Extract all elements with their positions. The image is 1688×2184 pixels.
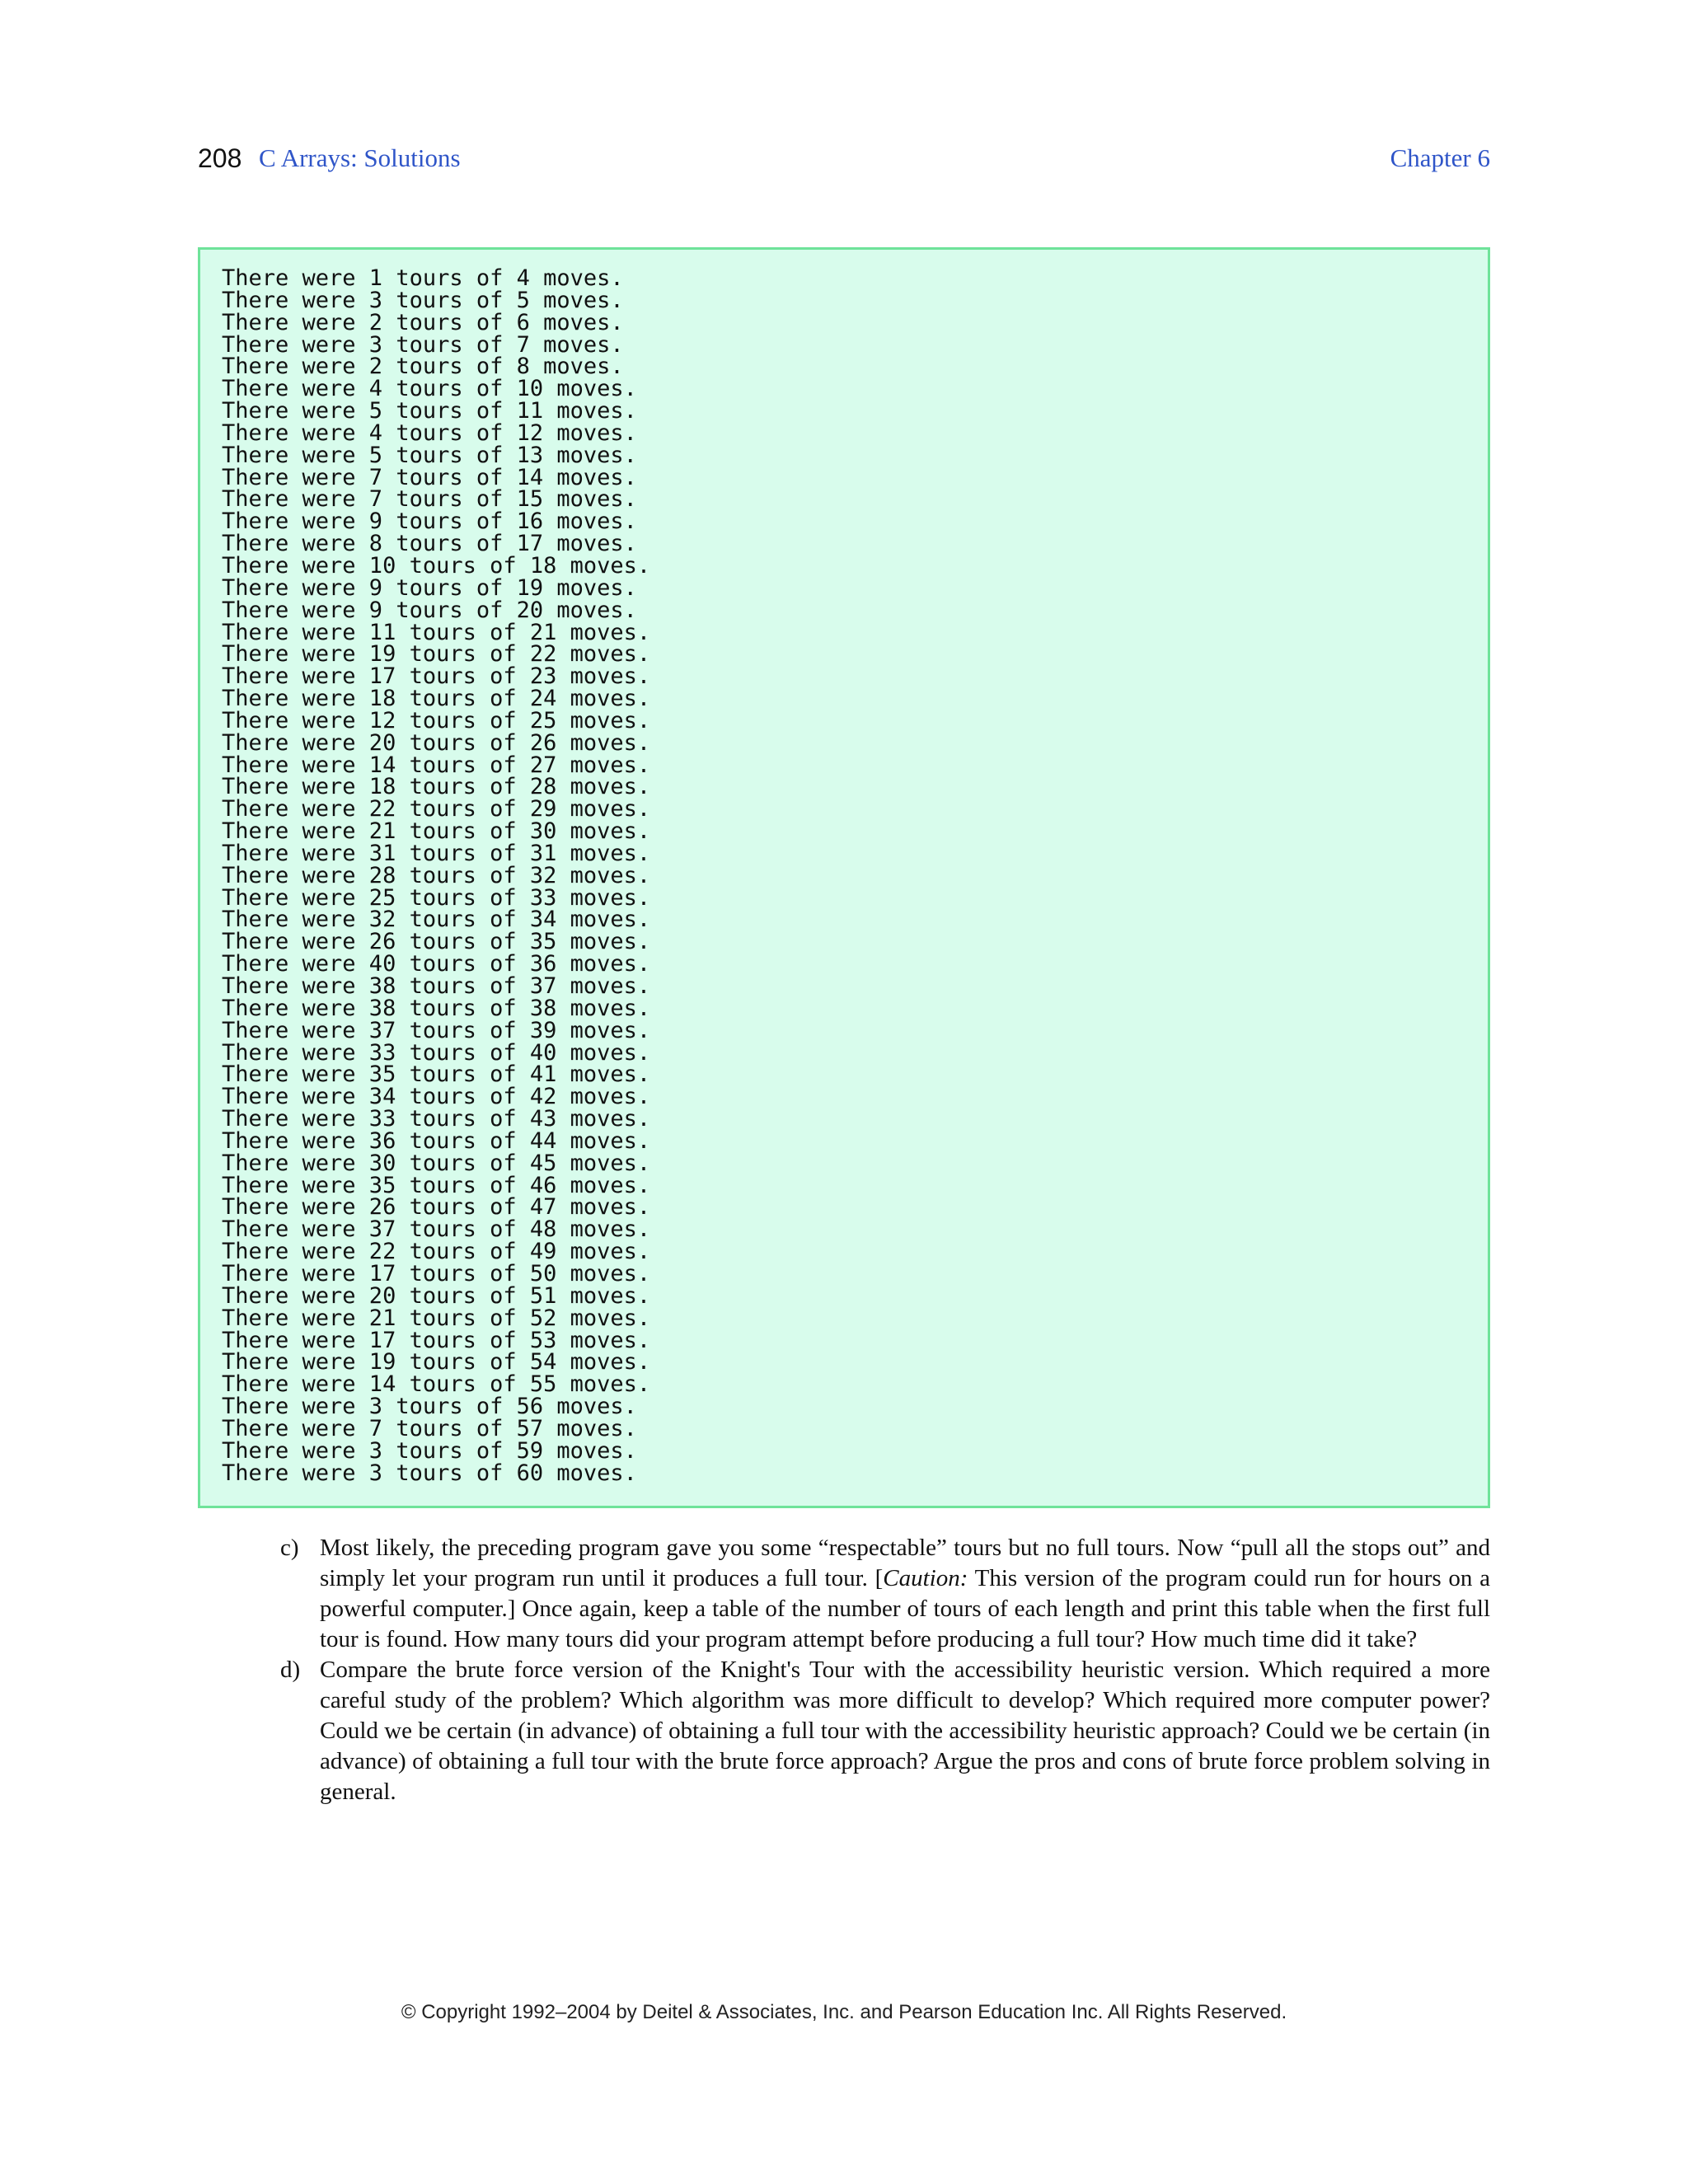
output-line: There were 22 tours of 29 moves. bbox=[222, 796, 651, 823]
output-line: There were 22 tours of 49 moves. bbox=[222, 1239, 651, 1265]
output-line: There were 2 tours of 8 moves. bbox=[222, 354, 624, 380]
page-number: 208 bbox=[198, 143, 242, 173]
output-line: There were 20 tours of 26 moves. bbox=[222, 729, 651, 756]
output-line: There were 40 tours of 36 moves. bbox=[222, 951, 651, 977]
output-line: There were 33 tours of 43 moves. bbox=[222, 1106, 651, 1132]
program-output-box bbox=[198, 247, 1490, 1508]
output-line: There were 26 tours of 47 moves. bbox=[222, 1194, 651, 1221]
output-line: There were 33 tours of 40 moves. bbox=[222, 1039, 651, 1066]
output-line: There were 8 tours of 17 moves. bbox=[222, 531, 637, 557]
part-letter: d) bbox=[280, 1657, 301, 1683]
output-line: There were 37 tours of 48 moves. bbox=[222, 1216, 651, 1243]
output-line: There were 5 tours of 11 moves. bbox=[222, 398, 637, 424]
output-line: There were 38 tours of 37 moves. bbox=[222, 973, 651, 999]
output-line: There were 21 tours of 52 moves. bbox=[222, 1305, 651, 1331]
output-line: There were 36 tours of 44 moves. bbox=[222, 1127, 651, 1154]
output-line: There were 11 tours of 21 moves. bbox=[222, 619, 651, 645]
output-line: There were 4 tours of 10 moves. bbox=[222, 376, 637, 402]
output-line: There were 14 tours of 55 moves. bbox=[222, 1371, 651, 1398]
output-line: There were 17 tours of 23 moves. bbox=[222, 663, 651, 690]
exercise-part-c bbox=[280, 1533, 1490, 1655]
exercise-parts bbox=[280, 1533, 1490, 1807]
output-line: There were 31 tours of 31 moves. bbox=[222, 840, 651, 866]
output-line: There were 7 tours of 15 moves. bbox=[222, 486, 637, 513]
output-line: There were 1 tours of 4 moves. bbox=[222, 265, 624, 291]
output-line: There were 9 tours of 19 moves. bbox=[222, 574, 637, 601]
output-line: There were 3 tours of 59 moves. bbox=[222, 1437, 637, 1464]
output-line: There were 2 tours of 6 moves. bbox=[222, 309, 624, 335]
caution-emphasis: Caution: bbox=[883, 1565, 968, 1591]
output-line: There were 32 tours of 34 moves. bbox=[222, 907, 651, 933]
part-text-end: This version of the program could run for hours on a powerful computer.] Once again, keep a table of the number of tours of each length and print this table when the first full tour is found. How many tours did your program attempt before producing a full tour? How much time did it take? bbox=[320, 1565, 1490, 1652]
output-line: There were 3 tours of 56 moves. bbox=[222, 1394, 637, 1420]
output-line: There were 26 tours of 35 moves. bbox=[222, 929, 651, 955]
output-line: There were 17 tours of 53 moves. bbox=[222, 1327, 651, 1353]
output-line: There were 35 tours of 46 moves. bbox=[222, 1172, 651, 1198]
output-line: There were 25 tours of 33 moves. bbox=[222, 884, 651, 911]
output-line: There were 37 tours of 39 moves. bbox=[222, 1017, 651, 1043]
output-line: There were 5 tours of 13 moves. bbox=[222, 442, 637, 468]
output-line: There were 4 tours of 12 moves. bbox=[222, 419, 637, 446]
output-line: There were 34 tours of 42 moves. bbox=[222, 1084, 651, 1110]
output-line: There were 3 tours of 7 moves. bbox=[222, 331, 624, 358]
output-line: There were 18 tours of 28 moves. bbox=[222, 774, 651, 800]
output-line: There were 19 tours of 22 moves. bbox=[222, 641, 651, 668]
output-line: There were 14 tours of 27 moves. bbox=[222, 752, 651, 778]
page-header bbox=[198, 138, 1490, 178]
output-line: There were 3 tours of 5 moves. bbox=[222, 287, 624, 313]
output-line: There were 28 tours of 32 moves. bbox=[222, 862, 651, 888]
chapter-label: Chapter 6 bbox=[1390, 143, 1490, 172]
output-line: There were 18 tours of 24 moves. bbox=[222, 686, 651, 712]
output-line: There were 38 tours of 38 moves. bbox=[222, 995, 651, 1021]
output-line: There were 7 tours of 57 moves. bbox=[222, 1415, 637, 1441]
output-line: There were 19 tours of 54 moves. bbox=[222, 1349, 651, 1376]
output-line: There were 10 tours of 18 moves. bbox=[222, 552, 651, 579]
output-line: There were 9 tours of 20 moves. bbox=[222, 597, 637, 623]
output-line: There were 7 tours of 14 moves. bbox=[222, 464, 637, 490]
exercise-part-d bbox=[280, 1655, 1490, 1807]
output-line: There were 21 tours of 30 moves. bbox=[222, 818, 651, 845]
output-line: There were 35 tours of 41 moves. bbox=[222, 1062, 651, 1088]
copyright-footer: © Copyright 1992–2004 by Deitel & Associates, Inc. and Pearson Education Inc. All Rights Reserved. bbox=[401, 2001, 1287, 2023]
output-line: There were 30 tours of 45 moves. bbox=[222, 1150, 651, 1176]
output-line: There were 17 tours of 50 moves. bbox=[222, 1260, 651, 1286]
program-output-lines bbox=[222, 265, 651, 1486]
part-letter: c) bbox=[280, 1535, 299, 1561]
running-title: C Arrays: Solutions bbox=[259, 143, 461, 172]
output-line: There were 20 tours of 51 moves. bbox=[222, 1282, 651, 1309]
output-line: There were 9 tours of 16 moves. bbox=[222, 509, 637, 535]
part-text-start: Most likely, the preceding program gave you some “respectable” tours but no full tours. Now “pull all the stops out” and simply let your program run until it produces a full tour. [ bbox=[320, 1535, 1490, 1591]
part-text: Compare the brute force version of the Knight's Tour with the accessibility heuristic version. Which required a more careful study of the problem? Which algorithm was more difficult to develop? Which required more computer power? Could we be certain (in advance) of obtaining a full tour with the accessibility heuristic approach? Could we be certain (in advance) of obtaining a full tour with the brute force approach? Argue the pros and cons of brute force problem solving in general. bbox=[320, 1657, 1490, 1805]
output-line: There were 3 tours of 60 moves. bbox=[222, 1460, 637, 1486]
output-line: There were 12 tours of 25 moves. bbox=[222, 707, 651, 733]
